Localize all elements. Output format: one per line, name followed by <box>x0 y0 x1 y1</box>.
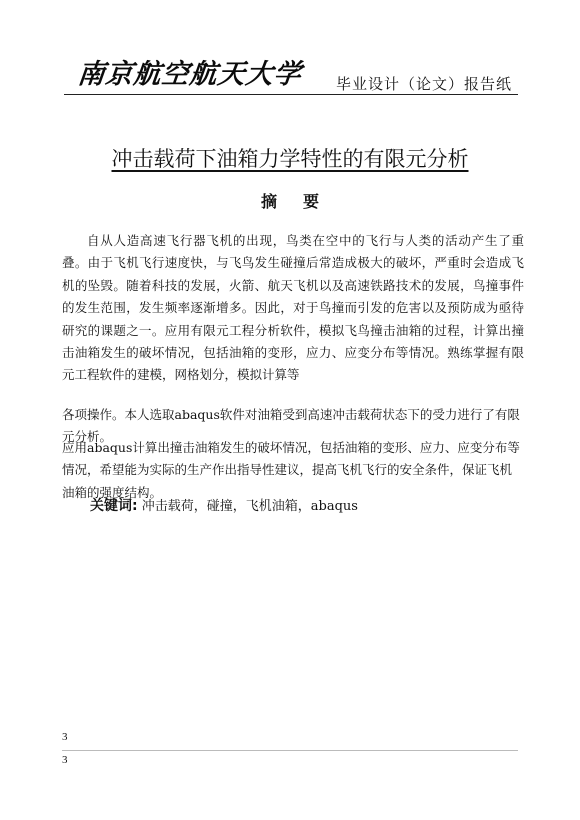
thesis-title-text: 冲击载荷下油箱力学特性的有限元分析 <box>111 147 469 171</box>
university-logo-text: 南京航空航天大学 <box>76 59 304 90</box>
keywords-label: 关键词: <box>90 498 138 514</box>
thesis-title <box>0 143 580 173</box>
footer-divider <box>62 750 518 751</box>
header-divider <box>64 94 518 95</box>
abstract-paragraph-2: 各项操作。本人选取abaqus软件对油箱受到高速冲击载荷状态下的受力进行了有限元分析。 <box>62 407 520 445</box>
keywords-value: 冲击载荷，碰撞，飞机油箱，abaqus <box>141 499 358 514</box>
page-number-top: 3 <box>62 731 68 743</box>
report-paper-label: 毕业设计（论文）报告纸 <box>335 75 512 93</box>
abstract-paragraph-1: 自从人造高速飞行器飞机的出现，鸟类在空中的飞行与人类的活动产生了重叠。由于飞机飞行速度快，与飞鸟发生碰撞后常造成极大的破坏，严重时会造成飞机的坠毁。随着科技的发展，火箭、航天飞机以及高速铁路技术的发展，鸟撞事件的发生范围，发生频率逐渐增多。因此，对于鸟撞而引发的危害以及预防成为亟待研究的课题之一。应用有限元工程分析软件，模拟飞鸟撞击油箱的过程，计算出撞击油箱发生的破坏情况，包括油箱的变形，应力、应变分布等情况。熟练掌握有限元工程软件的建模，网格划分，模拟计算等 <box>62 233 524 383</box>
abstract-heading: 摘要 <box>260 192 345 211</box>
abstract-paragraph-3: 应用abaqus计算出撞击油箱发生的破坏情况，包括油箱的变形、应力、应变分布等情况，希望能为实际的生产作出指导性建议，提高飞机飞行的安全条件，保证飞机油箱的强度结构。 <box>62 440 520 500</box>
page-number-bottom: 3 <box>62 754 68 766</box>
keywords-line <box>90 495 358 515</box>
